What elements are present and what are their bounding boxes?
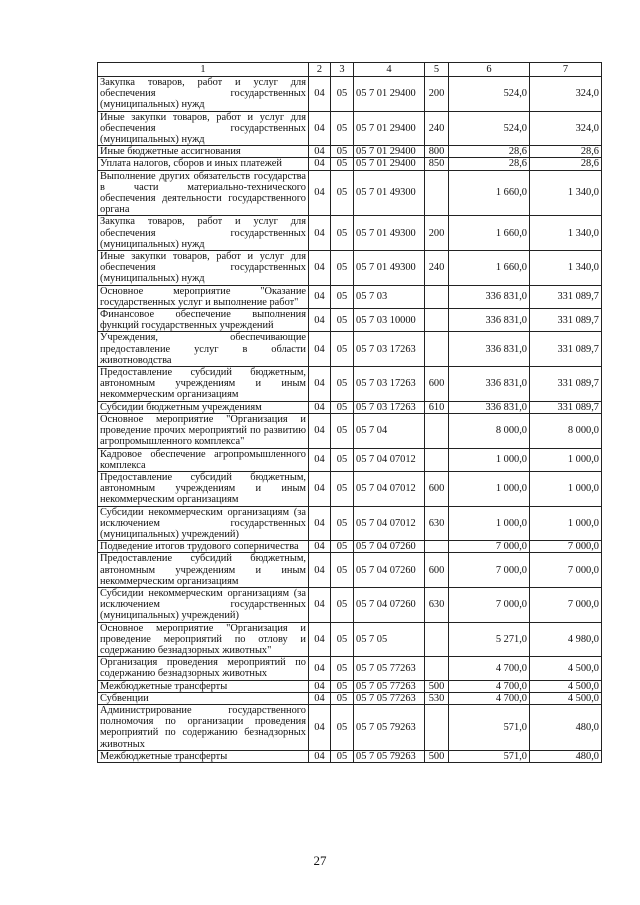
amount-cell: 1 000,0 [530,471,602,506]
target-article-cell: 05 7 03 10000 [354,309,425,332]
expense-type-cell: 800 [425,146,449,158]
section-code-cell: 04 [309,692,331,704]
table-row [98,111,602,146]
expense-name-cell: Субсидии некоммерческим организациям (за исключением государственных (муниципальных) учреждений) [98,506,309,541]
column-header: 6 [449,63,530,77]
expense-name-cell: Основное мероприятие "Организация и проведение мероприятий по отлову и содержанию безнадзорных животных" [98,622,309,657]
subsection-code-cell: 05 [331,704,354,750]
target-article-cell: 05 7 01 29400 [354,158,425,170]
target-article-cell: 05 7 03 17263 [354,332,425,367]
section-code-cell: 04 [309,413,331,448]
subsection-code-cell: 05 [331,692,354,704]
amount-cell: 4 500,0 [530,657,602,680]
amount-cell: 7 000,0 [449,587,530,622]
section-code-cell: 04 [309,401,331,413]
subsection-code-cell: 05 [331,622,354,657]
expense-type-cell: 500 [425,680,449,692]
amount-cell: 7 000,0 [449,541,530,553]
expense-name-cell: Учреждения, обеспечивающие предоставление услуг в области животноводства [98,332,309,367]
expense-name-cell: Организация проведения мероприятий по содержанию безнадзорных животных [98,657,309,680]
subsection-code-cell: 05 [331,448,354,471]
section-code-cell: 04 [309,587,331,622]
table-row [98,448,602,471]
target-article-cell: 05 7 04 07012 [354,448,425,471]
amount-cell: 324,0 [530,77,602,112]
table-row [98,622,602,657]
target-article-cell: 05 7 01 49300 [354,251,425,286]
budget-table [97,62,602,763]
target-article-cell: 05 7 05 79263 [354,750,425,762]
table-row [98,170,602,216]
column-header: 3 [331,63,354,77]
amount-cell: 331 089,7 [530,309,602,332]
subsection-code-cell: 05 [331,680,354,692]
expense-type-cell [425,541,449,553]
amount-cell: 5 271,0 [449,622,530,657]
expense-type-cell: 240 [425,111,449,146]
section-code-cell: 04 [309,750,331,762]
subsection-code-cell: 05 [331,506,354,541]
target-article-cell: 05 7 05 77263 [354,692,425,704]
table-row [98,413,602,448]
expense-name-cell: Субсидии бюджетным учреждениям [98,401,309,413]
table-row [98,680,602,692]
section-code-cell: 04 [309,285,331,308]
expense-name-cell: Выполнение других обязательств государства в части материально-технического обеспечения деятельности государственного органа [98,170,309,216]
amount-cell: 524,0 [449,111,530,146]
section-code-cell: 04 [309,471,331,506]
section-code-cell: 04 [309,251,331,286]
amount-cell: 480,0 [530,704,602,750]
subsection-code-cell: 05 [331,309,354,332]
table-row [98,367,602,402]
subsection-code-cell: 05 [331,170,354,216]
table-row [98,401,602,413]
amount-cell: 331 089,7 [530,332,602,367]
column-header: 4 [354,63,425,77]
amount-cell: 1 660,0 [449,251,530,286]
section-code-cell: 04 [309,448,331,471]
expense-name-cell: Подведение итогов трудового соперничества [98,541,309,553]
amount-cell: 331 089,7 [530,367,602,402]
amount-cell: 28,6 [530,158,602,170]
section-code-cell: 04 [309,704,331,750]
expense-name-cell: Финансовое обеспечение выполнения функций государственных учреждений [98,309,309,332]
expense-type-cell: 630 [425,587,449,622]
expense-type-cell: 600 [425,471,449,506]
table-row [98,587,602,622]
subsection-code-cell: 05 [331,111,354,146]
subsection-code-cell: 05 [331,657,354,680]
expense-name-cell: Уплата налогов, сборов и иных платежей [98,158,309,170]
target-article-cell: 05 7 05 77263 [354,657,425,680]
expense-name-cell: Закупка товаров, работ и услуг для обеспечения государственных (муниципальных) нужд [98,77,309,112]
amount-cell: 336 831,0 [449,285,530,308]
amount-cell: 1 000,0 [449,471,530,506]
expense-name-cell: Иные закупки товаров, работ и услуг для обеспечения государственных (муниципальных) нужд [98,111,309,146]
expense-name-cell: Субсидии некоммерческим организациям (за исключением государственных (муниципальных) учреждений) [98,587,309,622]
table-row [98,657,602,680]
column-header: 2 [309,63,331,77]
expense-type-cell: 600 [425,553,449,588]
subsection-code-cell: 05 [331,146,354,158]
target-article-cell: 05 7 04 07260 [354,553,425,588]
amount-cell: 1 340,0 [530,251,602,286]
expense-name-cell: Межбюджетные трансферты [98,680,309,692]
table-row [98,692,602,704]
table-row [98,704,602,750]
expense-type-cell: 630 [425,506,449,541]
table-row [98,77,602,112]
expense-type-cell [425,622,449,657]
section-code-cell: 04 [309,506,331,541]
subsection-code-cell: 05 [331,553,354,588]
amount-cell: 336 831,0 [449,401,530,413]
amount-cell: 1 000,0 [449,506,530,541]
amount-cell: 4 500,0 [530,680,602,692]
subsection-code-cell: 05 [331,77,354,112]
section-code-cell: 04 [309,367,331,402]
amount-cell: 336 831,0 [449,367,530,402]
subsection-code-cell: 05 [331,251,354,286]
amount-cell: 7 000,0 [530,587,602,622]
amount-cell: 4 500,0 [530,692,602,704]
amount-cell: 524,0 [449,77,530,112]
column-header: 5 [425,63,449,77]
expense-type-cell [425,413,449,448]
subsection-code-cell: 05 [331,541,354,553]
expense-type-cell [425,657,449,680]
expense-type-cell [425,704,449,750]
expense-name-cell: Предоставление субсидий бюджетным, автономным учреждениям и иным некоммерческим организациям [98,471,309,506]
target-article-cell: 05 7 04 [354,413,425,448]
amount-cell: 480,0 [530,750,602,762]
amount-cell: 8 000,0 [530,413,602,448]
subsection-code-cell: 05 [331,413,354,448]
target-article-cell: 05 7 04 07012 [354,471,425,506]
section-code-cell: 04 [309,657,331,680]
section-code-cell: 04 [309,216,331,251]
target-article-cell: 05 7 01 49300 [354,170,425,216]
subsection-code-cell: 05 [331,285,354,308]
amount-cell: 571,0 [449,704,530,750]
table-row [98,471,602,506]
expense-name-cell: Кадровое обеспечение агропромышленного комплекса [98,448,309,471]
section-code-cell: 04 [309,111,331,146]
table-row [98,506,602,541]
amount-cell: 4 700,0 [449,657,530,680]
table-row [98,158,602,170]
expense-type-cell [425,170,449,216]
table-row [98,309,602,332]
expense-type-cell: 850 [425,158,449,170]
subsection-code-cell: 05 [331,158,354,170]
target-article-cell: 05 7 05 79263 [354,704,425,750]
amount-cell: 4 700,0 [449,680,530,692]
amount-cell: 28,6 [449,146,530,158]
amount-cell: 7 000,0 [530,541,602,553]
amount-cell: 336 831,0 [449,309,530,332]
table-row [98,553,602,588]
amount-cell: 1 660,0 [449,216,530,251]
section-code-cell: 04 [309,170,331,216]
section-code-cell: 04 [309,146,331,158]
expense-type-cell [425,332,449,367]
subsection-code-cell: 05 [331,367,354,402]
amount-cell: 28,6 [530,146,602,158]
section-code-cell: 04 [309,541,331,553]
amount-cell: 1 000,0 [530,506,602,541]
expense-name-cell: Закупка товаров, работ и услуг для обеспечения государственных (муниципальных) нужд [98,216,309,251]
table-row [98,750,602,762]
table-row [98,285,602,308]
target-article-cell: 05 7 01 29400 [354,77,425,112]
amount-cell: 336 831,0 [449,332,530,367]
section-code-cell: 04 [309,77,331,112]
column-header: 1 [98,63,309,77]
subsection-code-cell: 05 [331,471,354,506]
section-code-cell: 04 [309,680,331,692]
amount-cell: 1 660,0 [449,170,530,216]
target-article-cell: 05 7 03 17263 [354,367,425,402]
subsection-code-cell: 05 [331,401,354,413]
expense-name-cell: Основное мероприятие "Организация и проведение прочих мероприятий по развитию агропромышленного комплекса" [98,413,309,448]
expense-name-cell: Иные закупки товаров, работ и услуг для обеспечения государственных (муниципальных) нужд [98,251,309,286]
table-body [98,77,602,763]
expense-name-cell: Администрирование государственного полномочия по организации проведения мероприятий по содержанию безнадзорных животных [98,704,309,750]
amount-cell: 4 700,0 [449,692,530,704]
amount-cell: 7 000,0 [530,553,602,588]
expense-name-cell: Предоставление субсидий бюджетным, автономным учреждениям и иным некоммерческим организациям [98,367,309,402]
amount-cell: 571,0 [449,750,530,762]
expense-type-cell [425,309,449,332]
target-article-cell: 05 7 04 07260 [354,541,425,553]
target-article-cell: 05 7 03 [354,285,425,308]
expense-type-cell: 600 [425,367,449,402]
target-article-cell: 05 7 01 29400 [354,111,425,146]
table-row [98,332,602,367]
subsection-code-cell: 05 [331,332,354,367]
amount-cell: 4 980,0 [530,622,602,657]
target-article-cell: 05 7 04 07260 [354,587,425,622]
amount-cell: 324,0 [530,111,602,146]
target-article-cell: 05 7 01 29400 [354,146,425,158]
subsection-code-cell: 05 [331,750,354,762]
table-header-row [98,63,602,77]
target-article-cell: 05 7 05 77263 [354,680,425,692]
expense-name-cell: Иные бюджетные ассигнования [98,146,309,158]
column-header: 7 [530,63,602,77]
amount-cell: 1 000,0 [449,448,530,471]
section-code-cell: 04 [309,622,331,657]
section-code-cell: 04 [309,309,331,332]
amount-cell: 331 089,7 [530,401,602,413]
amount-cell: 331 089,7 [530,285,602,308]
expense-name-cell: Межбюджетные трансферты [98,750,309,762]
page-number: 27 [313,853,327,868]
expense-type-cell: 240 [425,251,449,286]
target-article-cell: 05 7 01 49300 [354,216,425,251]
expense-name-cell: Предоставление субсидий бюджетным, автономным учреждениям и иным некоммерческим организациям [98,553,309,588]
table-row [98,541,602,553]
amount-cell: 7 000,0 [449,553,530,588]
target-article-cell: 05 7 05 [354,622,425,657]
target-article-cell: 05 7 04 07012 [354,506,425,541]
table-row [98,251,602,286]
expense-type-cell: 530 [425,692,449,704]
expense-type-cell [425,285,449,308]
amount-cell: 28,6 [449,158,530,170]
section-code-cell: 04 [309,332,331,367]
expense-name-cell: Основное мероприятие "Оказание государственных услуг и выполнение работ" [98,285,309,308]
expense-type-cell [425,448,449,471]
subsection-code-cell: 05 [331,216,354,251]
section-code-cell: 04 [309,553,331,588]
amount-cell: 8 000,0 [449,413,530,448]
table-row [98,216,602,251]
table-row [98,146,602,158]
section-code-cell: 04 [309,158,331,170]
amount-cell: 1 340,0 [530,216,602,251]
expense-type-cell: 200 [425,216,449,251]
amount-cell: 1 000,0 [530,448,602,471]
amount-cell: 1 340,0 [530,170,602,216]
expense-type-cell: 200 [425,77,449,112]
expense-name-cell: Субвенции [98,692,309,704]
expense-type-cell: 610 [425,401,449,413]
target-article-cell: 05 7 03 17263 [354,401,425,413]
subsection-code-cell: 05 [331,587,354,622]
expense-type-cell: 500 [425,750,449,762]
